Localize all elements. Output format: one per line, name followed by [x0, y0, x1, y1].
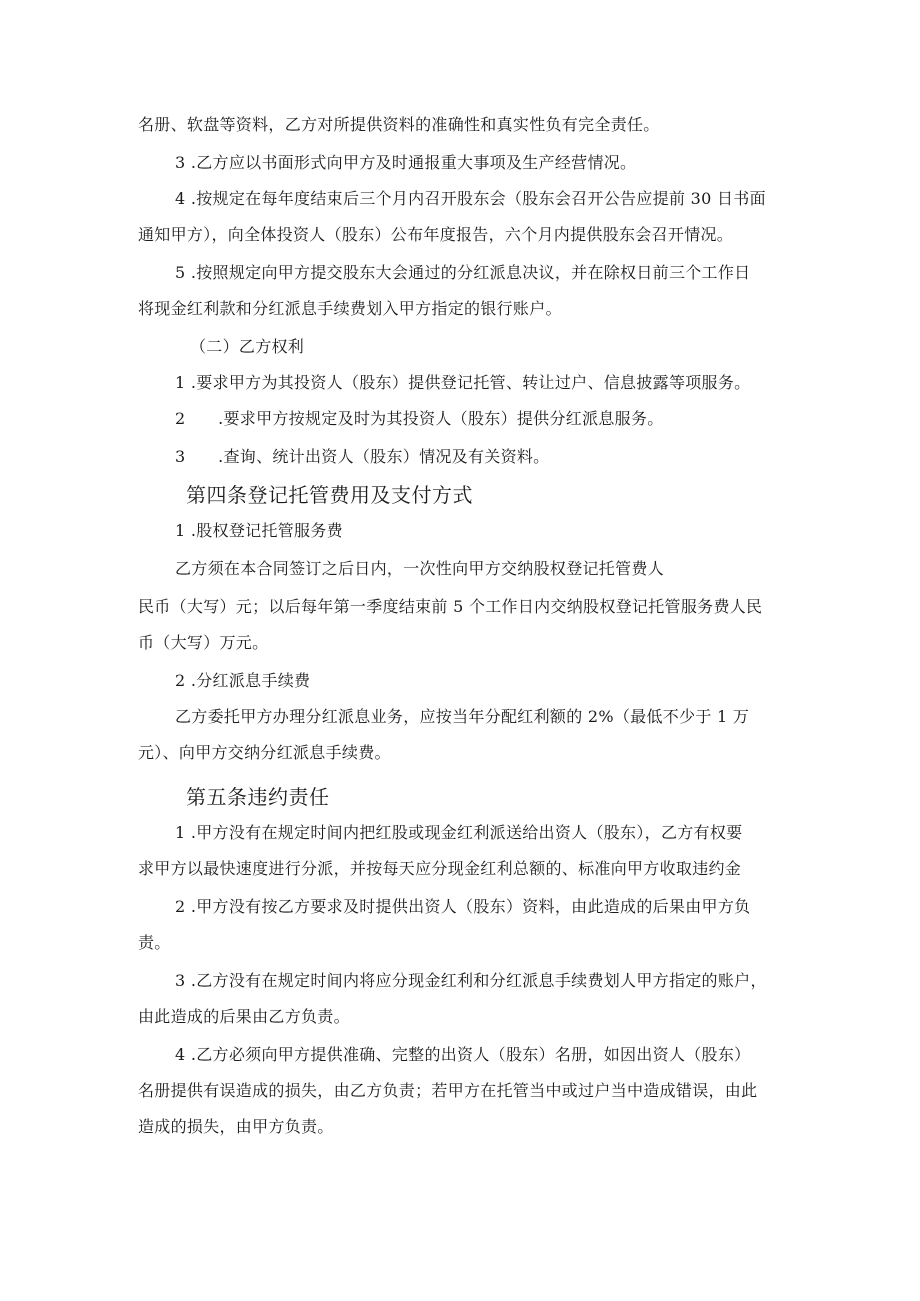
paragraph-line: 将现金红利款和分红派息手续费划入甲方指定的银行账户。 [138, 299, 562, 318]
paragraph-line: 1 .要求甲方为其投资人（股东）提供登记托管、转让过户、信息披露等项服务。 [175, 373, 751, 392]
paragraph-line: 民币（大写）元；以后每年第一季度结束前 5 个工作日内交纳股权登记托管服务费人民 [138, 597, 763, 616]
paragraph-line: 由此造成的后果由乙方负责。 [138, 1007, 350, 1026]
paragraph-line: 5 .按照规定向甲方提交股东大会通过的分红派息决议，并在除权日前三个工作日 [175, 263, 751, 282]
paragraph-line: 币（大写）万元。 [138, 633, 269, 652]
paragraph-line: 1 .股权登记托管服务费 [175, 521, 343, 540]
section-heading: 第四条登记托管费用及支付方式 [186, 483, 473, 507]
paragraph-line: 2 .要求甲方按规定及时为其投资人（股东）提供分红派息服务。 [175, 409, 664, 428]
paragraph-line: 3 .乙方没有在规定时间内将应分现金红利和分红派息手续费划人甲方指定的账户， [175, 971, 767, 990]
paragraph-line: 通知甲方），向全体投资人（股东）公布年度报告，六个月内提供股东会召开情况。 [138, 225, 734, 244]
paragraph-line: 求甲方以最快速度进行分派，并按每天应分现金红利总额的、标准向甲方收取违约金 [138, 859, 742, 878]
paragraph-line: 乙方须在本合同签订之后日内，一次性向甲方交纳股权登记托管费人 [175, 559, 665, 578]
paragraph-line: 4 .按规定在每年度结束后三个月内召开股东会（股东会召开公告应提前 30 日书面 [175, 189, 766, 208]
paragraph-line: 元）、向甲方交纳分红派息手续费。 [138, 743, 391, 762]
paragraph-line: 2 .分红派息手续费 [175, 671, 311, 690]
paragraph-line: 造成的损失，由甲方负责。 [138, 1117, 334, 1136]
paragraph-line: 3 .乙方应以书面形式向甲方及时通报重大事项及生产经营情况。 [175, 153, 637, 172]
section-heading: 第五条违约责任 [186, 785, 330, 809]
paragraph-line: 3 .查询、统计出资人（股东）情况及有关资料。 [175, 447, 550, 466]
paragraph-line: 名册、软盘等资料，乙方对所提供资料的准确性和真实性负有完全责任。 [138, 115, 660, 134]
paragraph-line: 责。 [138, 933, 171, 952]
paragraph-line: 名册提供有误造成的损失，由乙方负责；若甲方在托管当中或过户当中造成错误，由此 [138, 1081, 758, 1100]
paragraph-line: 2 .甲方没有按乙方要求及时提供出资人（股东）资料，由此造成的后果由甲方负 [175, 897, 751, 916]
paragraph-line: 1 .甲方没有在规定时间内把红股或现金红利派送给出资人（股东），乙方有权要 [175, 823, 743, 842]
subsection-title: （二）乙方权利 [190, 337, 305, 356]
paragraph-line: 4 .乙方必须向甲方提供准确、完整的出资人（股东）名册，如因出资人（股东） [175, 1045, 751, 1064]
paragraph-line: 乙方委托甲方办理分红派息业务，应按当年分配红利额的 2%（最低不少于 1 万 [175, 707, 750, 726]
